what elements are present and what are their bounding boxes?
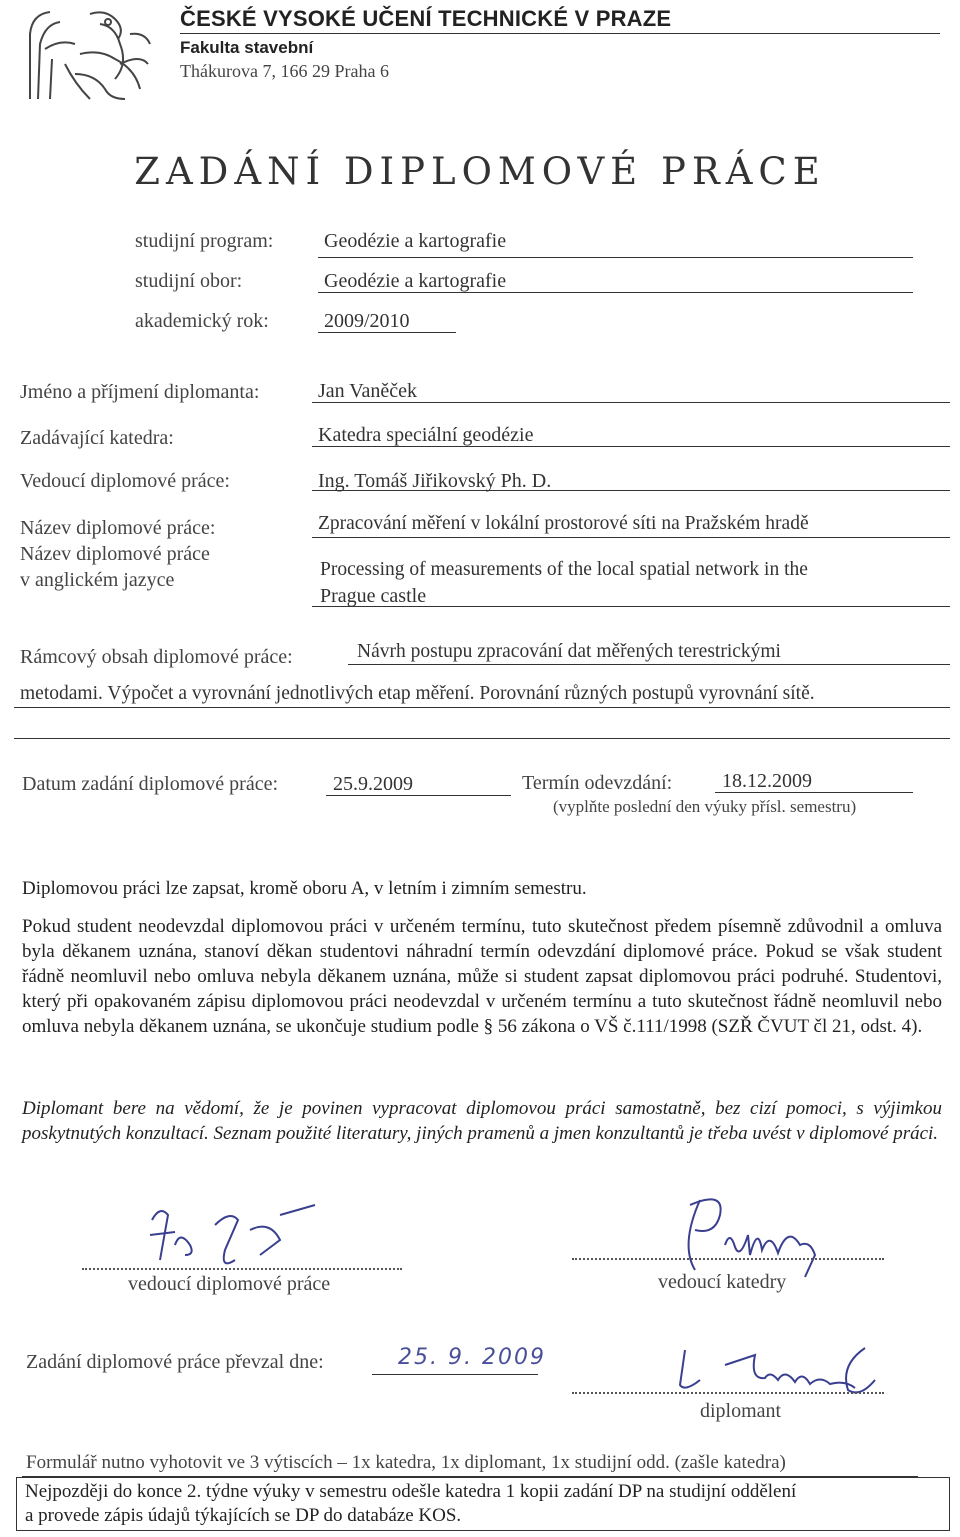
- thesis-en-value-line1: Processing of measurements of the local spatial network in the: [320, 559, 808, 580]
- program-underline: [318, 257, 913, 258]
- copies-note: Formulář nutno vyhotovit ve 3 výtiscích – 1x katedra, 1x diplomant, 1x studijní odd. (zašle katedra): [26, 1452, 786, 1473]
- student-name-value: Jan Vaněček: [318, 380, 418, 402]
- field-underline: [318, 292, 913, 293]
- content-label: Rámcový obsah diplomové práce:: [20, 646, 293, 668]
- thesis-en-label-line2: v anglickém jazyce: [20, 569, 175, 591]
- head-signature-line: [572, 1258, 884, 1260]
- thesis-title-underline: [312, 537, 950, 538]
- thesis-en-label-line1: Název diplomové práce: [20, 543, 210, 565]
- due-date-underline: [715, 792, 913, 793]
- supervisor-underline: [312, 490, 950, 491]
- faculty-address: Thákurova 7, 166 29 Praha 6: [180, 61, 389, 81]
- rule-deadline: Pokud student neodevzdal diplomovou práci v určeném termínu, tuto skutečnost předem písemně zdůvodnil a omluva byla děkanem uznána, stanoví děkan studentovi náhradní termín odevzdání diplomové práce. Pokud se však student řádně neomluvil nebo omluva nebyla děkanem uznána, může si student zapsat diplomovou práci podruhé. Studentovi, který při opakovaném zápisu diplomovou práci neodevzdal v určeném termínu a tuto skutečnost řádně neomluvil nebo omluva nebyla děkanem uznána, se ukončuje studium podle § 56 zákona o VŠ č.111/1998 (SZŘ ČVUT čl 21, odst. 4).: [22, 916, 942, 1037]
- student-signature-icon: [670, 1340, 890, 1400]
- received-label: Zadání diplomové práce převzal dne:: [26, 1351, 324, 1373]
- supervisor-signature-caption: vedoucí diplomové práce: [128, 1273, 331, 1295]
- head-signature-icon: [670, 1185, 840, 1280]
- supervisor-value: Ing. Tomáš Jiřikovský Ph. D.: [318, 470, 552, 492]
- supervisor-signature-line: [82, 1268, 402, 1270]
- faculty-name: Fakulta stavební: [180, 38, 314, 57]
- due-date-note: (vyplňte poslední den výuky přísl. semestru): [553, 797, 857, 816]
- year-label: akademický rok:: [135, 310, 269, 332]
- field-value: Geodézie a kartografie: [324, 270, 507, 292]
- program-label: studijní program:: [135, 230, 274, 252]
- department-label: Zadávající katedra:: [20, 427, 174, 449]
- year-value: 2009/2010: [324, 310, 410, 332]
- header-divider: [180, 33, 940, 34]
- thesis-en-value-line2: Prague castle: [320, 585, 427, 607]
- due-date-label: Termín odevzdání:: [522, 772, 673, 794]
- received-date-value: 25. 9. 2009: [398, 1345, 546, 1370]
- assignment-date-underline: [326, 795, 511, 796]
- institution-name: ČESKÉ VYSOKÉ UČENÍ TECHNICKÉ V PRAZE: [180, 6, 672, 31]
- content-line2: metodami. Výpočet a vyrovnání jednotlivých etap měření. Porovnání různých postupů vyrovnání sítě.: [20, 683, 815, 704]
- footer-notice-line2: a provede zápis údajů týkajících se DP do databáze KOS.: [25, 1505, 462, 1526]
- supervisor-label: Vedoucí diplomové práce:: [20, 470, 230, 492]
- footer-notice-line1: Nejpozději do konce 2. týdne výuky v semestru odešle katedra 1 kopii zadání DP na studijní oddělení: [25, 1481, 797, 1502]
- year-underline: [318, 332, 456, 333]
- program-value: Geodézie a kartografie: [324, 230, 507, 252]
- thesis-title-label: Název diplomové práce:: [20, 517, 216, 539]
- assignment-date-value: 25.9.2009: [333, 773, 413, 795]
- thesis-en-underline: [312, 606, 950, 607]
- assignment-date-label: Datum zadání diplomové práce:: [22, 773, 279, 795]
- received-underline: [372, 1374, 538, 1375]
- head-signature-caption: vedoucí katedry: [658, 1271, 787, 1293]
- footer-notice-box: [16, 1477, 950, 1531]
- document-title: ZADÁNÍ DIPLOMOVÉ PRÁCE: [134, 150, 826, 193]
- field-label: studijní obor:: [135, 270, 243, 292]
- department-underline: [312, 446, 950, 447]
- content-line3-underline: [14, 738, 950, 739]
- content-line1: Návrh postupu zpracování dat měřených terestrickými: [357, 641, 781, 662]
- content-line2-underline: [14, 707, 950, 708]
- due-date-value: 18.12.2009: [722, 770, 812, 792]
- content-line1-underline: [348, 664, 950, 665]
- ctu-lion-logo-icon: [20, 4, 155, 104]
- department-value: Katedra speciální geodézie: [318, 424, 534, 446]
- rule-independence: Diplomant bere na vědomí, že je povinen vypracovat diplomovou práci samostatně, bez cizí pomoci, s výjimkou poskytnutých konzultací. Seznam použité literatury, jiných pramenů a jmen konzultantů je třeba uvést v diplomové práci.: [22, 1098, 942, 1144]
- student-signature-line: [572, 1392, 884, 1394]
- thesis-title-value: Zpracování měření v lokální prostorové síti na Pražském hradě: [318, 513, 809, 534]
- rule-semester: Diplomovou práci lze zapsat, kromě oboru A, v letním i zimním semestru.: [22, 878, 587, 899]
- student-signature-caption: diplomant: [700, 1400, 782, 1422]
- student-name-label: Jméno a příjmení diplomanta:: [20, 381, 260, 403]
- student-name-underline: [312, 402, 950, 403]
